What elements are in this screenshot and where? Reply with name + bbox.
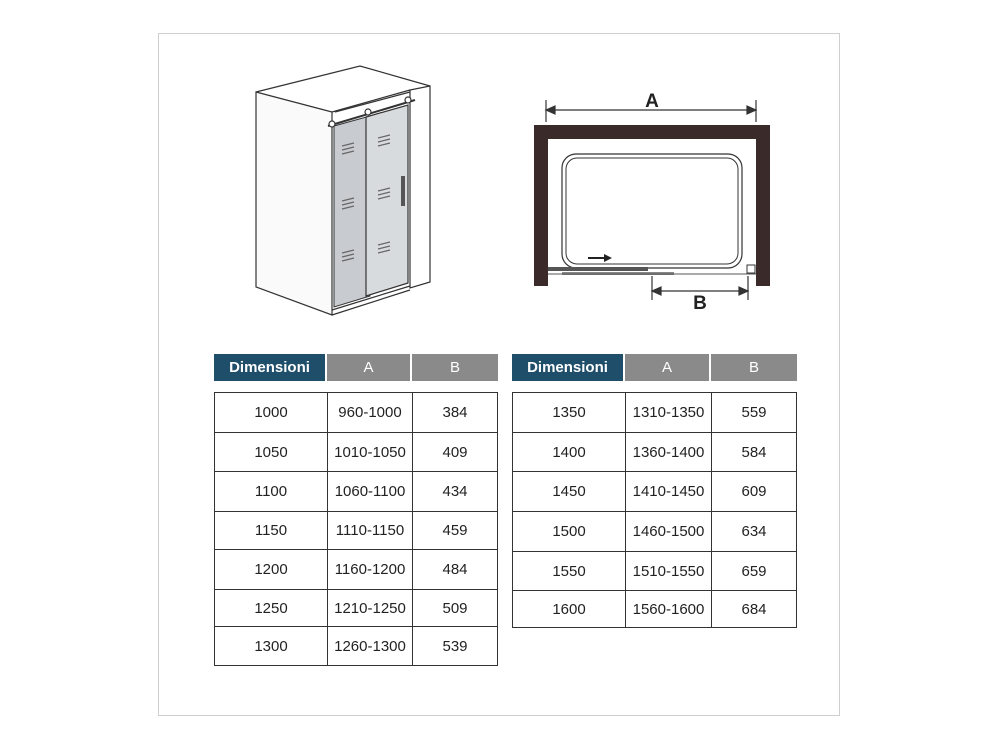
dimensions-table-2 <box>512 354 797 628</box>
cell-dimensioni: 1600 <box>513 591 626 627</box>
cell-b: 659 <box>741 562 767 580</box>
cell-a: 1460-1500 <box>626 512 712 551</box>
header-a: A <box>327 354 412 381</box>
table-row <box>513 393 796 432</box>
cell-a: 1410-1450 <box>626 472 712 511</box>
cell-b: 484 <box>442 561 468 578</box>
cell-dimensioni: 1200 <box>215 550 328 589</box>
cell-a: 1010-1050 <box>328 433 413 471</box>
cell-a: 960-1000 <box>328 393 413 432</box>
cell-a: 1560-1600 <box>626 591 712 627</box>
table-row <box>215 432 497 471</box>
cell-dimensioni: 1400 <box>513 433 626 471</box>
table-body <box>512 392 797 628</box>
shower-plan-diagram <box>530 88 780 313</box>
header-dimensioni: Dimensioni <box>214 354 327 381</box>
table-row <box>215 549 497 589</box>
cell-dimensioni: 1300 <box>215 627 328 665</box>
table-header <box>512 354 797 381</box>
table-body <box>214 392 498 666</box>
table-row <box>513 471 796 511</box>
cell-a: 1360-1400 <box>626 433 712 471</box>
cell-b: 684 <box>741 600 767 618</box>
table-row <box>215 393 497 432</box>
table-row <box>513 590 796 627</box>
table-row <box>215 626 497 665</box>
header-a: A <box>625 354 711 381</box>
header-dimensioni: Dimensioni <box>512 354 625 381</box>
cell-dimensioni: 1050 <box>215 433 328 471</box>
cell-b: 409 <box>442 443 468 461</box>
cell-b: 559 <box>741 404 767 421</box>
shower-perspective-illustration <box>250 62 435 320</box>
cell-dimensioni: 1100 <box>215 472 328 511</box>
cell-a: 1210-1250 <box>328 590 413 626</box>
cell-a: 1310-1350 <box>626 393 712 432</box>
table-row <box>513 432 796 471</box>
table-row <box>513 511 796 551</box>
cell-dimensioni: 1550 <box>513 552 626 590</box>
table-header <box>214 354 498 381</box>
cell-a: 1260-1300 <box>328 627 413 665</box>
cell-dimensioni: 1250 <box>215 590 328 626</box>
header-b: B <box>412 354 498 381</box>
dimension-b-label: B <box>693 293 707 313</box>
cell-a: 1110-1150 <box>328 512 413 549</box>
cell-b: 459 <box>442 522 468 539</box>
cell-b: 609 <box>741 483 767 500</box>
table-row <box>215 511 497 549</box>
cell-b: 434 <box>442 483 468 500</box>
dimensions-table-1 <box>214 354 498 666</box>
cell-a: 1160-1200 <box>328 550 413 589</box>
cell-dimensioni: 1450 <box>513 472 626 511</box>
cell-b: 584 <box>741 443 767 461</box>
cell-dimensioni: 1150 <box>215 512 328 549</box>
table-row <box>215 471 497 511</box>
cell-b: 384 <box>442 404 468 421</box>
table-row <box>215 589 497 626</box>
cell-b: 539 <box>442 637 468 655</box>
table-row <box>513 551 796 590</box>
cell-a: 1510-1550 <box>626 552 712 590</box>
cell-b: 509 <box>442 599 468 617</box>
header-b: B <box>711 354 797 381</box>
cell-dimensioni: 1000 <box>215 393 328 432</box>
cell-b: 634 <box>741 523 767 540</box>
cell-a: 1060-1100 <box>328 472 413 511</box>
dimension-a-label: A <box>645 91 659 112</box>
cell-dimensioni: 1500 <box>513 512 626 551</box>
cell-dimensioni: 1350 <box>513 393 626 432</box>
